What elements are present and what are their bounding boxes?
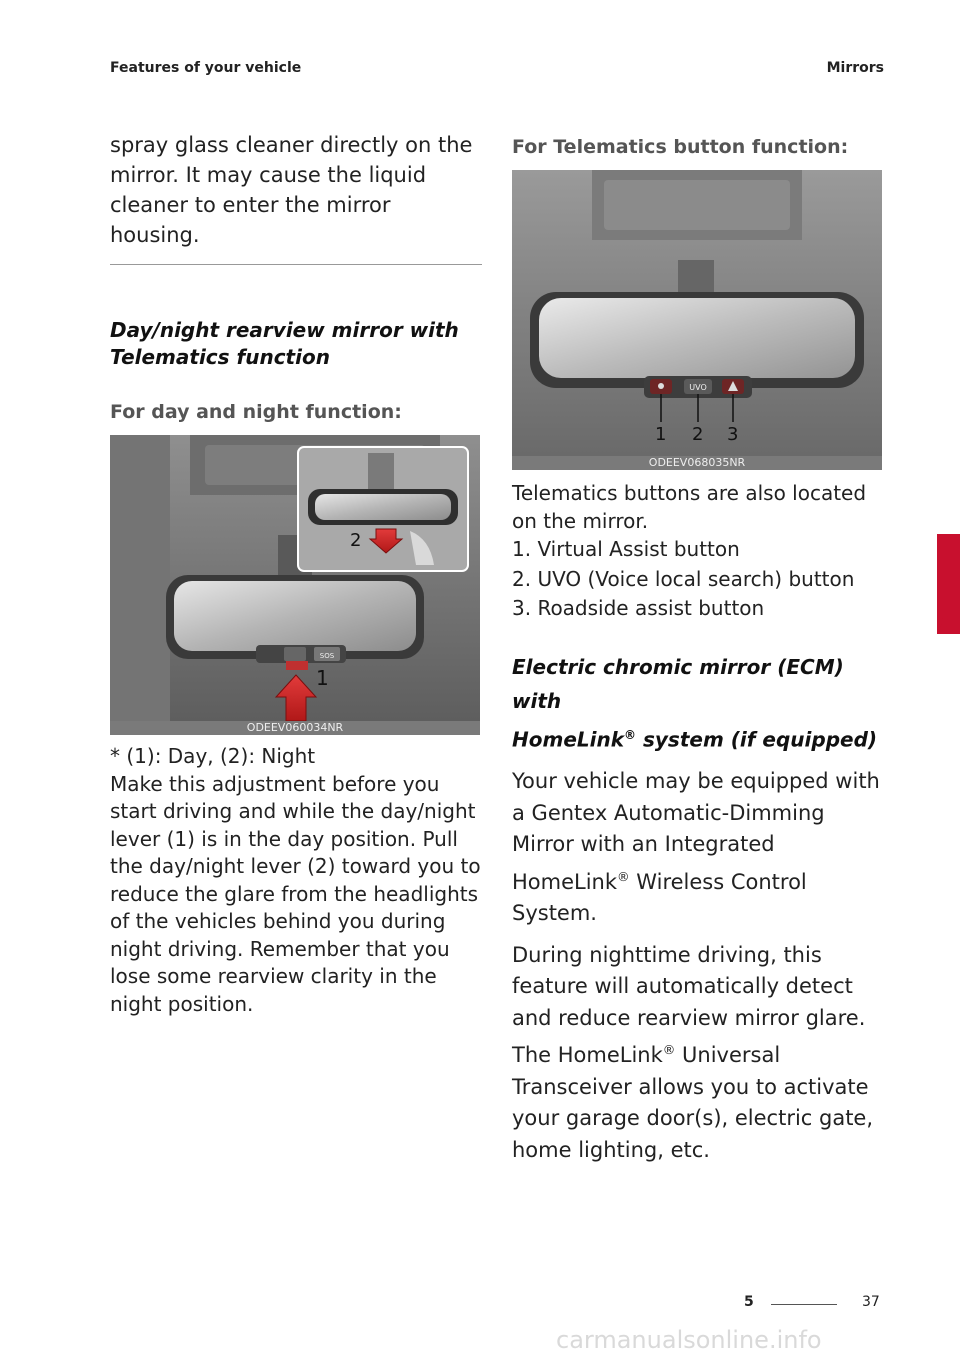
sos-button-label: SOS [319, 652, 335, 660]
telematics-mirror-illustration [512, 170, 882, 456]
ecm-paragraph-2 [512, 940, 884, 1167]
callout-1-day: 1 [316, 666, 329, 690]
day-night-mirror-illustration [110, 435, 480, 721]
callout-2-night: 2 [350, 530, 362, 551]
chapter-tab-number: 5 [938, 612, 950, 632]
telematics-figure [512, 170, 882, 470]
running-header-topic: Mirrors [826, 60, 884, 76]
registered-mark: ® [624, 727, 637, 742]
callout-1: 1 [655, 424, 667, 445]
registered-mark: ® [617, 868, 630, 884]
ecm-section-title [512, 650, 884, 757]
ecm-para2-end: Universal Transceiver allows you to activate your garage door(s), electric gate, home lighting, etc. [512, 1043, 874, 1162]
ecm-para2-text: During nighttime driving, this feature will automatically detect and reduce rearview mirror glare. The HomeLink [512, 942, 866, 1068]
left-column [110, 130, 482, 1018]
day-night-figure [110, 435, 480, 735]
right-column [512, 130, 884, 1166]
footer-section-number: 5 [744, 1294, 754, 1310]
list-item: 1. Virtual Assist button [512, 537, 740, 561]
uvo-button-label: UVO [689, 383, 707, 392]
footer-divider [771, 1304, 837, 1305]
registered-mark: ® [662, 1042, 676, 1058]
section-title: Day/night rearview mirror with Telematics function [110, 318, 459, 369]
day-night-note: * (1): Day, (2): Night [110, 744, 316, 768]
day-night-subtitle: For day and night function: [110, 401, 402, 423]
telematics-subtitle: For Telematics button function: [512, 136, 849, 158]
callout-3: 3 [727, 424, 739, 445]
ecm-para1-end: Wireless Control System. [512, 869, 807, 926]
figure-caption: ODEEV060034NR [110, 721, 480, 735]
ecm-title-line1: Electric chromic mirror (ECM) with [512, 654, 844, 713]
running-header-chapter: Features of your vehicle [110, 60, 302, 76]
ecm-title-brand: HomeLink [512, 727, 625, 752]
watermark: carmanualsonline.info [556, 1326, 822, 1354]
telematics-button-list [512, 535, 884, 624]
list-item: 2. UVO (Voice local search) button [512, 566, 855, 591]
footer-page-number: 37 [862, 1294, 880, 1310]
ecm-paragraph-1 [512, 766, 884, 930]
callout-2: 2 [692, 424, 704, 445]
ecm-title-rest: system (if equipped) [636, 727, 878, 752]
list-item: 3. Roadside assist button [512, 596, 765, 620]
ecm-para1-text: Your vehicle may be equipped with a Gentex Automatic-Dimming Mirror with an Integrated HomeLink [512, 769, 880, 894]
intro-paragraph: spray glass cleaner directly on the mirror. It may cause the liquid cleaner to enter the mirror housing. [110, 133, 473, 247]
day-night-instructions: Make this adjustment before you start driving and while the day/night lever (1) is in the day position. Pull the day/night lever (2) toward you to reduce the glare from the headlights of the vehicles behind you during night driving. Remember that you lose some rearview clarity in the night position. [110, 771, 481, 1016]
telematics-intro: Telematics buttons are also located on the mirror. [512, 481, 867, 533]
figure-caption: ODEEV068035NR [512, 456, 882, 470]
section-divider [110, 264, 482, 265]
virtual-assist-icon [658, 383, 664, 389]
